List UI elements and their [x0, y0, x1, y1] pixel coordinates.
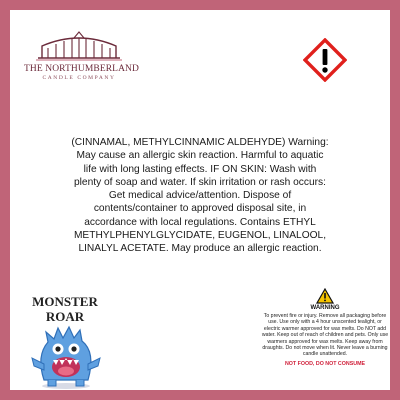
- brand-logo: [24, 28, 139, 88]
- safety-warning-panel: [260, 288, 390, 367]
- label-card: [10, 10, 390, 390]
- brand-name: THE NORTHUMBERLAND: [24, 64, 139, 74]
- monster-icon: [26, 322, 106, 390]
- hazard-statement: (CINNAMAL, METHYLCINNAMIC ALDEHYDE) Warning: May cause an allergic skin reaction. Harmful to aquatic life with long lasting effects. IF ON SKIN: Wash with plenty of soap and water. If skin irritation or rash occurs: Get medical advice/attention. Dispose of contents/container to approved disposal site, in accordance with local regulations. Contains ETHYL METHYLPHENYLGLYCIDATE, EUGENOL, LINALOOL, LINALYL ACETATE. May produce an allergic reaction.: [71, 137, 329, 255]
- brand-subtitle: CANDLE COMPANY: [42, 75, 116, 81]
- not-food-notice: NOT FOOD, DO NOT CONSUME: [284, 360, 366, 367]
- building-logo-icon: [34, 28, 124, 62]
- safety-title: WARNING: [310, 305, 340, 311]
- ghs-exclamation-icon: [303, 38, 347, 82]
- safety-instructions: To prevent fire or injury. Remove all packaging before use. Use only with a 4 hour unscented tealight, or electric warmer approved for wax melts. Do NOT add water. Keep out of reach of children and pets. Only use warmers approved for wax melts. Keep away from draughts. Do not move when lit. Never leave a burning candle unattended.: [261, 313, 389, 358]
- warning-triangle-icon: [316, 288, 334, 304]
- product-name: MONSTER ROAR: [32, 294, 98, 324]
